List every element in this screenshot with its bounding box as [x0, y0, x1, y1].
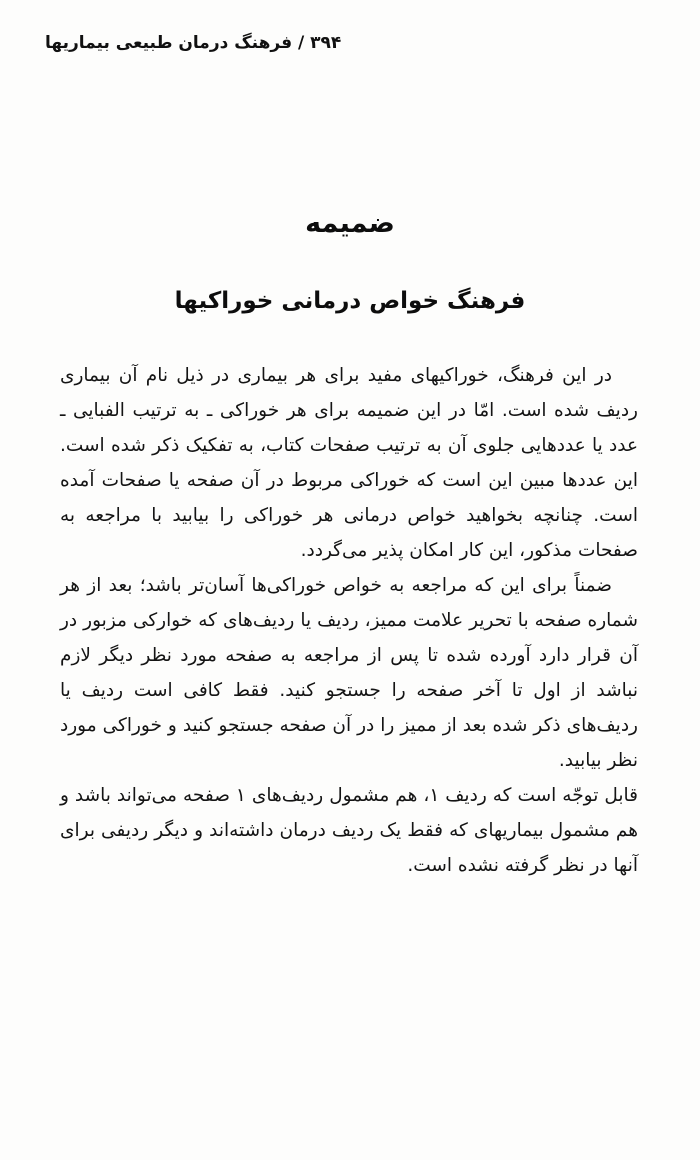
paragraph-2: ضمناً برای این که مراجعه به خواص خوراکی‌ها آسان‌تر باشد؛ بعد از هر شماره صفحه با تحریر علامت ممیز، ردیف یا ردیف‌های که خوارکی مزبور در آن قرار دارد آورده شده تا پس از مراجعه به صفحه مورد نظر دیگر لازم نباشد از اول تا آخر صفحه را جستجو کنید. فقط کافی است ردیف یا ردیف‌های ذکر شده بعد از ممیز را در آن صفحه جستجو کنید و خوراکی مورد نظر بیابید.	[60, 575, 638, 771]
section-title: فرهنگ خواص درمانی خوراکیها	[174, 288, 526, 314]
body-text	[60, 358, 638, 883]
page-header-text: ۳۹۴ / فرهنگ درمان طبیعی بیماریها	[45, 33, 342, 53]
paragraph-3: قابل توجّه است که ردیف ۱، هم مشمول ردیف‌های ۱ صفحه می‌تواند باشد و هم مشمول بیماریهای که فقط یک ردیف درمان داشته‌اند و دیگر ردیفی برای آنها در نظر گرفته نشده است.	[60, 785, 638, 876]
paragraph-1: در این فرهنگ، خوراکیهای مفید برای هر بیماری در ذیل نام آن بیماری ردیف شده است. امّا در این ضمیمه برای هر خوراکی ـ به ترتیب الفبایی ـ عدد یا عددهایی جلوی آن به ترتیب صفحات کتاب، به تفکیک ذکر شده است. این عددها مبین این است که خوراکی مربوط در آن صفحه یا صفحات آمده است. چنانچه بخواهید خواص درمانی هر خوراکی را بیابید با مراجعه به صفحات مذکور، این کار امکان پذیر می‌گردد.	[60, 365, 638, 561]
appendix-title: ضمیمه	[305, 208, 395, 239]
page-header	[45, 33, 655, 53]
